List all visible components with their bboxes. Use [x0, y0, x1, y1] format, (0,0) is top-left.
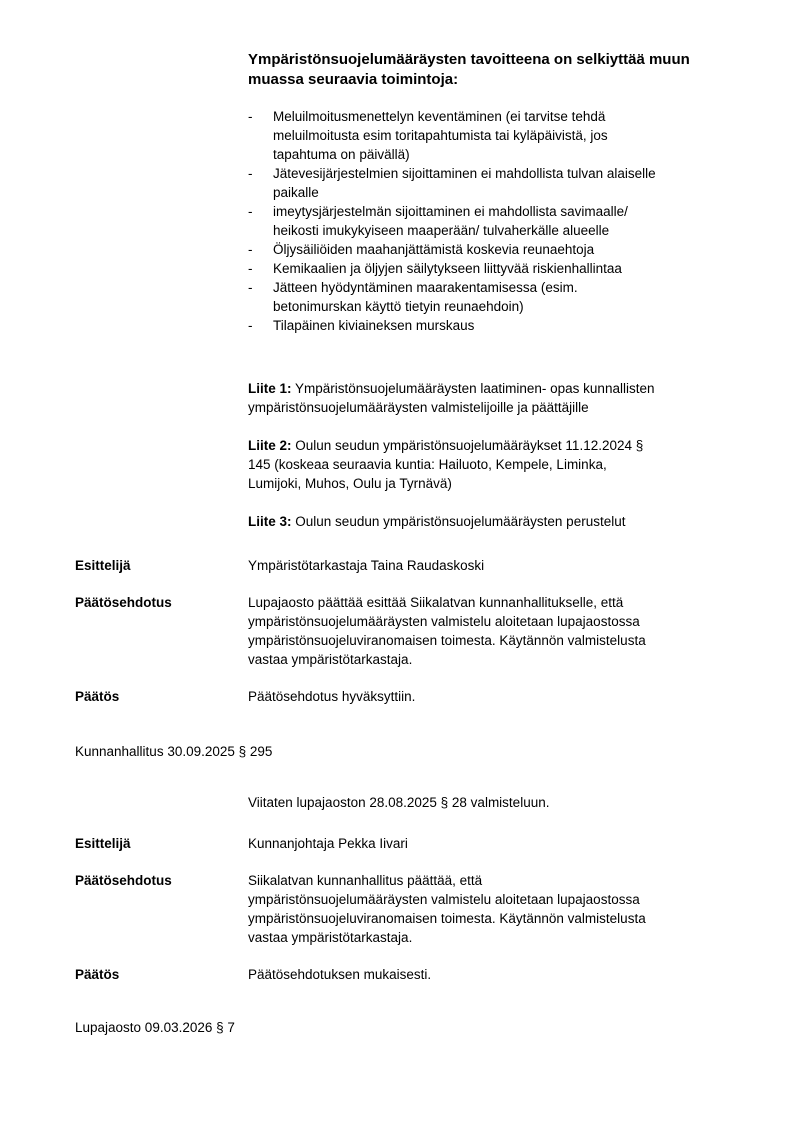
attachment-liite-3 [248, 512, 748, 531]
bullet-item [248, 164, 748, 202]
bullet-dash: - [248, 280, 253, 295]
esittelija-row [75, 556, 739, 575]
paatos-row [75, 687, 739, 706]
reference-note: Viitaten lupajaoston 28.08.2025 § 28 valmisteluun. [248, 795, 550, 810]
paatosehdotus-value: Siikalatvan kunnanhallitus päättää, että ympäristönsuojelumääräysten valmistelu aloitetaan lupajaostossa ympäristönsuojeluviranomaisen toimesta. Käytännön valmistelusta vastaa ympäristötarkastaja. [248, 873, 646, 945]
bullet-item [248, 278, 748, 316]
bullet-text: Jätteen hyödyntäminen maarakentamisessa (esim. betonimurskan käyttö tietyin reunaehdoin) [273, 280, 578, 314]
bullet-text: imeytysjärjestelmän sijoittaminen ei mahdollista savimaalle/ heikosti imukykyiseen maaperään/ tulvaherkälle alueelle [273, 204, 628, 238]
paatos-value: Päätösehdotus hyväksyttiin. [248, 689, 416, 704]
bullet-text: Meluilmoitusmenettelyn keventäminen (ei tarvitse tehdä meluilmoitusta esim toritapahtumista tai kyläpäivistä, jos tapahtuma on päivällä) [273, 109, 608, 162]
bullet-item [248, 240, 748, 259]
paatos-row [75, 965, 739, 984]
attachment-text: Ympäristönsuojelumääräysten laatiminen- opas kunnallisten ympäristönsuojelumääräysten valmistelijoille ja päättäjille [248, 381, 655, 415]
attachment-liite-1 [248, 379, 748, 417]
bullet-dash: - [248, 318, 253, 333]
esittelija-label: Esittelijä [75, 558, 131, 573]
bullet-dash: - [248, 261, 253, 276]
paatos-label: Päätös [75, 689, 120, 704]
intro-block [248, 50, 748, 531]
attachment-text: Oulun seudun ympäristönsuojelumääräysten perustelut [295, 514, 626, 529]
bullet-item [248, 202, 748, 240]
paatosehdotus-row [75, 871, 739, 947]
bullet-text: Öljysäiliöiden maahanjättämistä koskevia reunaehtoja [273, 242, 595, 257]
bullet-item [248, 107, 748, 164]
lupajaosto-note: Lupajaosto 09.03.2026 § 7 [75, 1020, 235, 1035]
bullet-text: Kemikaalien ja öljyjen säilytykseen liittyvää riskienhallintaa [273, 261, 622, 276]
bullet-dash: - [248, 204, 253, 219]
bullet-dash: - [248, 109, 253, 124]
attachment-liite-2 [248, 436, 748, 493]
paatos-value: Päätösehdotuksen mukaisesti. [248, 967, 432, 982]
bullet-text: Jätevesijärjestelmien sijoittaminen ei mahdollista tulvan alaiselle paikalle [273, 166, 656, 200]
attachment-label: Liite 2: [248, 438, 292, 453]
esittelija-label: Esittelijä [75, 836, 131, 851]
paatos-label: Päätös [75, 967, 120, 982]
attachment-label: Liite 3: [248, 514, 292, 529]
bullet-text: Tilapäinen kiviaineksen murskaus [273, 318, 475, 333]
paatosehdotus-label: Päätösehdotus [75, 873, 172, 888]
intro-heading: Ympäristönsuojelumääräysten tavoitteena on selkiyttää muun muassa seuraavia toimintoja: [248, 51, 690, 88]
attachment-text: Oulun seudun ympäristönsuojelumääräykset 11.12.2024 § 145 (koskeaa seuraavia kuntia: Hailuoto, Kempele, Liminka, Lumijoki, Muhos, Oulu ja Tyrnävä) [248, 438, 644, 491]
bullet-item [248, 316, 748, 335]
bullet-list [248, 107, 748, 335]
paatosehdotus-value: Lupajaosto päättää esittää Siikalatvan kunnanhallitukselle, että ympäristönsuojelumääräysten valmistelu aloitetaan lupajaostossa ympäristönsuojeluviranomaisen toimesta. Käytännön valmistelusta vastaa ympäristötarkastaja. [248, 595, 646, 667]
esittelija-value: Kunnanjohtaja Pekka Iivari [248, 836, 408, 851]
paatosehdotus-label: Päätösehdotus [75, 595, 172, 610]
bullet-item [248, 259, 748, 278]
bullet-dash: - [248, 242, 253, 257]
esittelija-value: Ympäristötarkastaja Taina Raudaskoski [248, 558, 485, 573]
attachment-label: Liite 1: [248, 381, 292, 396]
paatosehdotus-row [75, 593, 739, 669]
bullet-dash: - [248, 166, 253, 181]
kunnanhallitus-note: Kunnanhallitus 30.09.2025 § 295 [75, 744, 273, 759]
esittelija-row [75, 834, 739, 853]
